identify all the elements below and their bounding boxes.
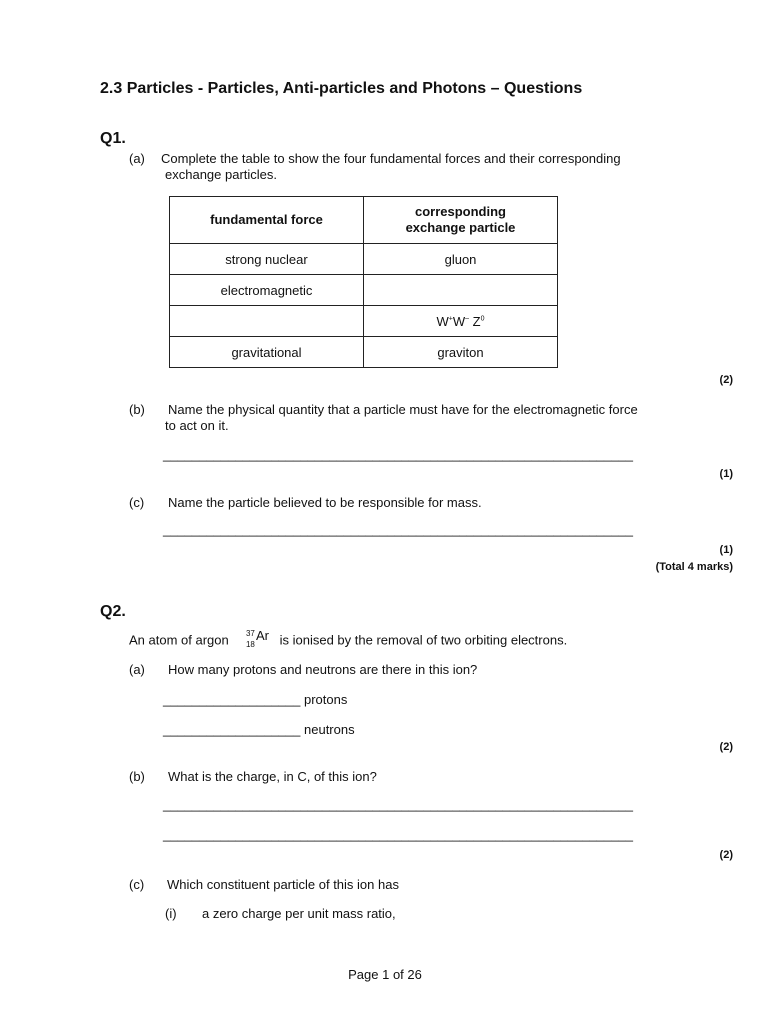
header-particle-line1: corresponding — [414, 204, 506, 219]
q1b-text-line1: Name the physical quantity that a particle must have for the electromagnetic force — [168, 402, 638, 417]
table-row — [170, 275, 558, 306]
q1b-text-line2: to act on it. — [165, 418, 229, 433]
q2b-label: (b) — [129, 769, 145, 784]
particle-cell: graviton — [364, 337, 558, 368]
q1a-marks: (2) — [719, 374, 733, 386]
w-plus-sup: + — [448, 315, 453, 323]
q2a-text: How many protons and neutrons are there in this ion? — [168, 662, 478, 677]
q1c-text: Name the particle believed to be responsible for mass. — [168, 495, 482, 510]
q1b-marks: (1) — [719, 468, 733, 480]
argon-isotope — [245, 628, 276, 650]
q1c-marks: (1) — [719, 544, 733, 556]
force-cell: electromagnetic — [170, 275, 364, 306]
q2ci-label: (i) — [165, 906, 177, 921]
q1b-label: (b) — [129, 402, 145, 417]
q2c-label: (c) — [129, 877, 145, 892]
q2b-marks: (2) — [719, 849, 733, 861]
page-footer: Page 1 of 26 — [348, 967, 422, 982]
q1-heading: Q1. — [100, 130, 126, 147]
protons-blank[interactable]: ___________________ — [163, 692, 301, 707]
q2-intro-after: is ionised by the removal of two orbiting electrons. — [279, 632, 568, 648]
q2-intro-before: An atom of argon — [129, 632, 229, 648]
header-force: fundamental force — [170, 197, 364, 244]
neutrons-label: neutrons — [304, 722, 355, 737]
particle-cell: gluon — [364, 244, 558, 275]
q2a-neutrons-row — [163, 722, 355, 738]
force-cell: strong nuclear — [170, 244, 364, 275]
q1c-answer-line[interactable]: _________________________________________________________________ — [163, 522, 633, 537]
table-row — [170, 244, 558, 275]
protons-label: protons — [304, 692, 348, 707]
q1b-answer-line[interactable]: _________________________________________________________________ — [163, 447, 633, 462]
q1a-label: (a) — [129, 151, 145, 166]
q2c-text: Which constituent particle of this ion has — [167, 877, 399, 892]
page-title: 2.3 Particles - Particles, Anti-particles and Photons – Questions — [100, 80, 583, 97]
table-row — [170, 306, 558, 337]
q2b-text: What is the charge, in C, of this ion? — [168, 769, 377, 784]
table-header-row — [170, 197, 558, 244]
z-zero-sup: 0 — [480, 315, 485, 323]
q2-heading: Q2. — [100, 603, 126, 620]
neutrons-blank[interactable]: ___________________ — [163, 722, 301, 737]
particle-cell-empty[interactable] — [364, 275, 558, 306]
w-plus: W — [436, 313, 449, 329]
isotope-mass: 37 — [245, 629, 255, 638]
w-minus-sup: – — [465, 315, 470, 323]
z-zero: Z — [469, 313, 481, 329]
forces-table — [169, 196, 558, 368]
q2a-marks: (2) — [719, 741, 733, 753]
q2-intro — [129, 628, 568, 650]
q2a-label: (a) — [129, 662, 145, 677]
force-cell: gravitational — [170, 337, 364, 368]
isotope-number: 18 — [245, 640, 255, 649]
q1c-label: (c) — [129, 495, 145, 510]
q2a-protons-row — [163, 692, 347, 708]
q1-total-marks: (Total 4 marks) — [655, 561, 733, 573]
q2b-answer-line-1[interactable]: _________________________________________________________________ — [163, 797, 633, 812]
header-particle-line2: exchange particle — [405, 220, 516, 235]
particle-cell — [364, 306, 558, 337]
q2ci-text: a zero charge per unit mass ratio, — [202, 906, 396, 921]
q1a-text-line2: exchange particles. — [165, 167, 278, 182]
isotope-symbol: Ar — [255, 628, 269, 643]
table-row — [170, 337, 558, 368]
w-minus: W — [452, 313, 466, 329]
q2b-answer-line-2[interactable]: _________________________________________________________________ — [163, 827, 633, 842]
q1a-text-line1: Complete the table to show the four fundamental forces and their corresponding — [161, 151, 621, 166]
header-particle — [364, 197, 558, 244]
force-cell-empty[interactable] — [170, 306, 364, 337]
